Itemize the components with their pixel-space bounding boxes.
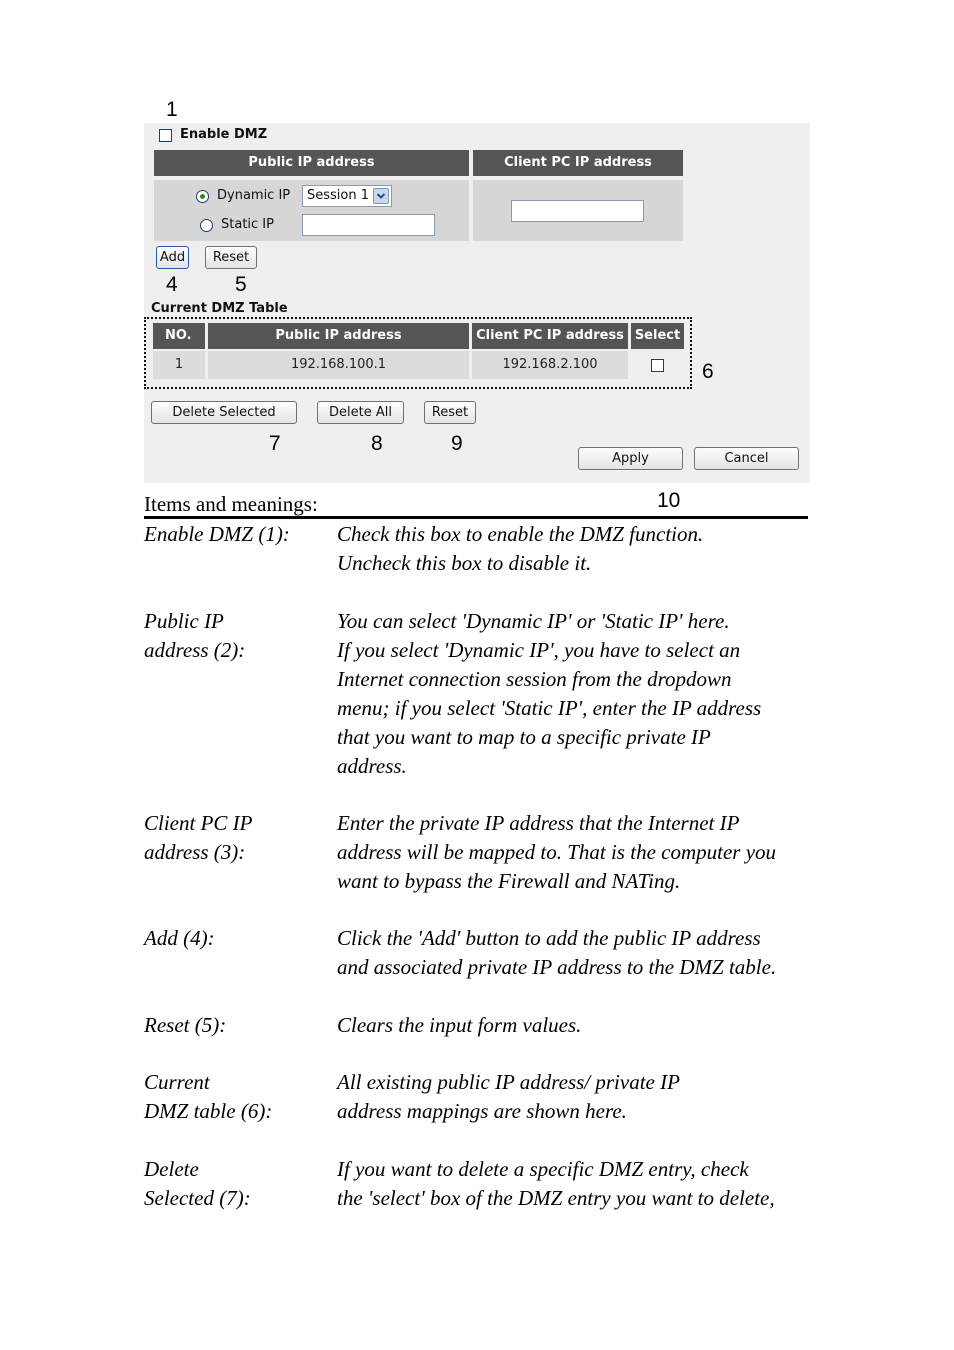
reset-form-button[interactable]: Reset bbox=[205, 246, 257, 269]
item-desc-line: If you want to delete a specific DMZ entry, check bbox=[337, 1157, 749, 1181]
dmz-row-no: 1 bbox=[153, 351, 205, 379]
callout-5: 5 bbox=[235, 273, 247, 296]
cancel-button[interactable]: Cancel bbox=[694, 447, 799, 470]
dmz-header-public-ip: Public IP address bbox=[208, 323, 469, 349]
item-desc-line: that you want to map to a specific private IP bbox=[337, 725, 711, 749]
item-term-line: Reset (5): bbox=[144, 1013, 227, 1037]
item-desc-line: Check this box to enable the DMZ function. bbox=[337, 522, 704, 546]
callout-7: 7 bbox=[269, 432, 281, 455]
item-term-line: Delete bbox=[144, 1157, 199, 1181]
heading-rule bbox=[144, 516, 808, 519]
item-term-line: DMZ table (6): bbox=[144, 1099, 273, 1123]
dmz-row-select-checkbox[interactable] bbox=[651, 359, 664, 372]
item-term-line: Current bbox=[144, 1070, 210, 1094]
callout-10: 10 bbox=[657, 489, 681, 512]
apply-button[interactable]: Apply bbox=[578, 447, 683, 470]
client-pc-ip-input[interactable] bbox=[511, 200, 644, 222]
item-term-line: address (3): bbox=[144, 840, 246, 864]
item-term-line: address (2): bbox=[144, 638, 246, 662]
chevron-down-icon[interactable] bbox=[373, 188, 389, 204]
item-term-line: Selected (7): bbox=[144, 1186, 251, 1210]
reset-table-button[interactable]: Reset bbox=[424, 401, 476, 424]
enable-dmz-checkbox[interactable] bbox=[159, 129, 172, 142]
item-desc-line: address. bbox=[337, 754, 407, 778]
item-term-line: Public IP bbox=[144, 609, 224, 633]
item-desc-line: Clears the input form values. bbox=[337, 1013, 582, 1037]
delete-all-button[interactable]: Delete All bbox=[317, 401, 404, 424]
items-heading: Items and meanings: bbox=[144, 492, 318, 516]
callout-1: 1 bbox=[166, 98, 178, 121]
dmz-header-no: NO. bbox=[153, 323, 205, 349]
session-select-value: Session 1 bbox=[307, 188, 370, 203]
item-term-line: Client PC IP bbox=[144, 811, 253, 835]
current-dmz-table-title: Current DMZ Table bbox=[151, 301, 288, 316]
item-desc-line: If you select 'Dynamic IP', you have to select an bbox=[337, 638, 741, 662]
item-desc-line: want to bypass the Firewall and NATing. bbox=[337, 869, 681, 893]
enable-dmz-label: Enable DMZ bbox=[180, 127, 268, 142]
item-desc-line: Uncheck this box to disable it. bbox=[337, 551, 592, 575]
item-term-line: Add (4): bbox=[144, 926, 215, 950]
callout-9: 9 bbox=[451, 432, 463, 455]
dynamic-ip-label: Dynamic IP bbox=[217, 188, 291, 203]
static-ip-radio[interactable] bbox=[200, 219, 213, 232]
callout-4: 4 bbox=[166, 273, 178, 296]
item-desc-line: address will be mapped to. That is the computer you bbox=[337, 840, 777, 864]
static-ip-label: Static IP bbox=[221, 217, 274, 232]
client-pc-ip-header: Client PC IP address bbox=[473, 150, 683, 176]
item-desc-line: and associated private IP address to the DMZ table. bbox=[337, 955, 777, 979]
delete-selected-button[interactable]: Delete Selected bbox=[151, 401, 297, 424]
dmz-row-client-ip: 192.168.2.100 bbox=[472, 351, 628, 379]
public-ip-header: Public IP address bbox=[154, 150, 469, 176]
item-desc-line: All existing public IP address/ private IP bbox=[337, 1070, 680, 1094]
item-desc-line: the 'select' box of the DMZ entry you want to delete, bbox=[337, 1186, 775, 1210]
dynamic-ip-radio[interactable] bbox=[196, 190, 209, 203]
callout-8: 8 bbox=[371, 432, 383, 455]
session-select[interactable] bbox=[302, 185, 392, 207]
dmz-row-public-ip: 192.168.100.1 bbox=[208, 351, 469, 379]
static-ip-input[interactable] bbox=[302, 214, 435, 236]
dmz-header-select: Select bbox=[631, 323, 684, 349]
item-desc-line: You can select 'Dynamic IP' or 'Static IP' here. bbox=[337, 609, 730, 633]
dmz-header-client-ip: Client PC IP address bbox=[472, 323, 628, 349]
callout-6: 6 bbox=[702, 360, 714, 383]
item-desc-line: address mappings are shown here. bbox=[337, 1099, 627, 1123]
item-desc-line: Internet connection session from the dropdown bbox=[337, 667, 732, 691]
item-desc-line: Click the 'Add' button to add the public IP address bbox=[337, 926, 761, 950]
item-term-line: Enable DMZ (1): bbox=[144, 522, 290, 546]
add-button[interactable]: Add bbox=[156, 246, 189, 269]
item-desc-line: menu; if you select 'Static IP', enter the IP address bbox=[337, 696, 762, 720]
item-desc-line: Enter the private IP address that the Internet IP bbox=[337, 811, 740, 835]
